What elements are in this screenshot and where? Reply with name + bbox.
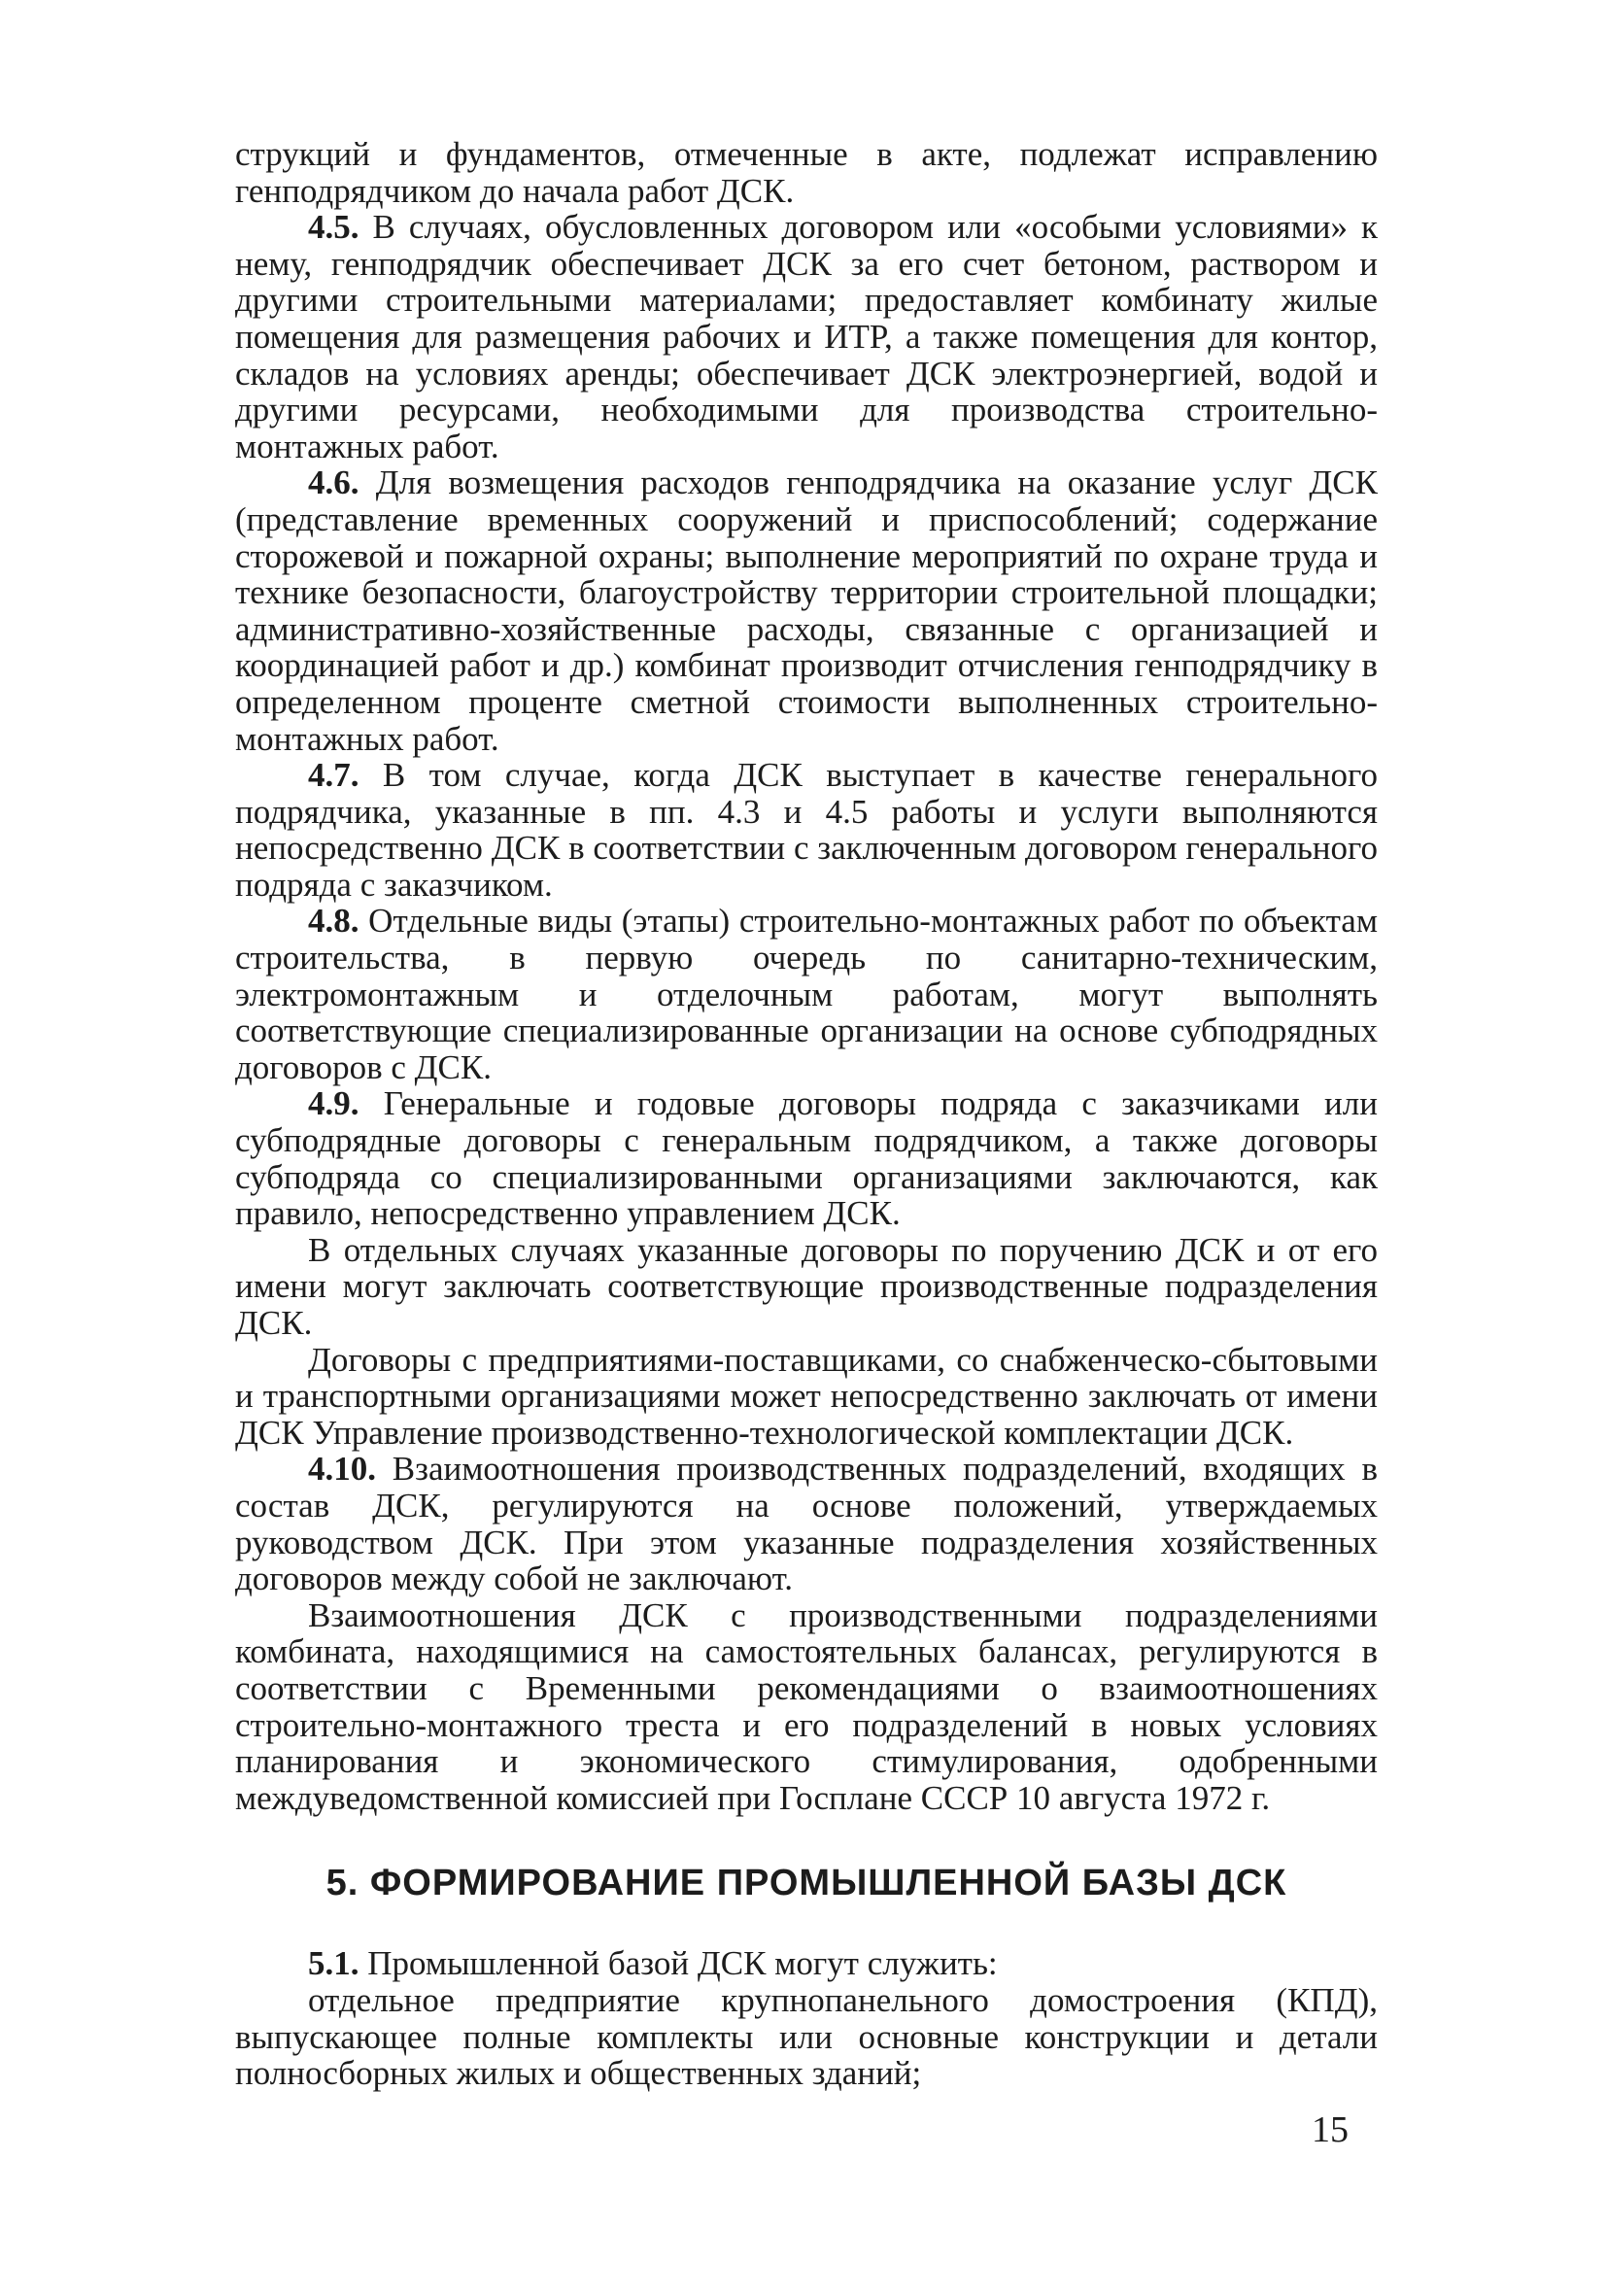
paragraph-number: 4.6. xyxy=(308,463,359,502)
paragraph-text: Договоры с предприятиями-поставщиками, со снабженческо-сбытовыми и транспортными организациями может непосредственно заключать от имени ДСК Управление производственно-технологической комплектации ДСК. xyxy=(235,1340,1378,1452)
paragraph-text: В отдельных случаях указанные договоры по поручению ДСК и от его имени могут заключать соответствующие производственные подразделения ДСК. xyxy=(235,1230,1378,1342)
paragraph-text: Для возмещения расходов генподрядчика на оказание услуг ДСК (представление временных сооружений и приспособлений; содержание сторожевой и пожарной охраны; выполнение мероприятий по охране труда и технике безопасности, благоустройству территории строительной площадки; административно-хозяйственные расходы, связанные с организацией и координацией работ и др.) комбинат производит отчисления генподрядчику в определенном проценте сметной стоимости выполненных строительно-монтажных работ. xyxy=(235,463,1378,758)
paragraph-continuation xyxy=(235,136,1378,209)
paragraph-number: 5.1. xyxy=(308,1944,359,1983)
paragraph-4-10 xyxy=(235,1451,1378,1596)
paragraph-5-1-cont xyxy=(235,1982,1378,2092)
paragraph-text: Генеральные и годовые договоры подряда с заказчиками или субподрядные договоры с генеральным подрядчиком, а также договоры субподряда со специализированными организациями заключаются, как правило, непосредственно управлением ДСК. xyxy=(235,1084,1378,1233)
paragraph-text: В том случае, когда ДСК выступает в качестве генерального подрядчика, указанные в пп. 4.3 и 4.5 работы и услуги выполняются непосредственно ДСК в соответствии с заключенным договором генерального подряда с заказчиком. xyxy=(235,756,1378,904)
paragraph-4-9-cont-1 xyxy=(235,1232,1378,1342)
paragraph-number: 4.8. xyxy=(308,902,359,941)
paragraph-text: Промышленной базой ДСК могут служить: xyxy=(359,1944,998,1983)
paragraph-text: струкций и фундаментов, отмеченные в акте, подлежат исправлению генподрядчиком до начала работ ДСК. xyxy=(235,135,1378,210)
paragraph-5-1 xyxy=(235,1945,1378,1982)
paragraph-text: Отдельные виды (этапы) строительно-монтажных работ по объектам строительства, в первую очередь по санитарно-техническим, электромонтажным и отделочным работам, могут выполнять соответствующие специализированные организации на основе субподрядных договоров с ДСК. xyxy=(235,902,1378,1086)
paragraph-text: Взаимоотношения производственных подразделений, входящих в состав ДСК, регулируются на основе положений, утверждаемых руководством ДСК. При этом указанные подразделения хозяйственных договоров между собой не заключают. xyxy=(235,1450,1378,1598)
paragraph-text: Взаимоотношения ДСК с производственными подразделениями комбината, находящимися на самостоятельных балансах, регулируются в соответствии с Временными рекомендациями о взаимоотношениях строительно-монтажного треста и его подразделений в новых условиях планирования и экономического стимулирования, одобренными междуведомственной комиссией при Госплане СССР 10 августа 1972 г. xyxy=(235,1595,1378,1817)
paragraph-number: 4.9. xyxy=(308,1084,359,1123)
paragraph-number: 4.10. xyxy=(308,1450,376,1489)
paragraph-4-8 xyxy=(235,903,1378,1085)
paragraph-4-9 xyxy=(235,1085,1378,1231)
paragraph-4-9-cont-2 xyxy=(235,1342,1378,1452)
paragraph-text: отдельное предприятие крупнопанельного домостроения (КПД), выпускающее полные комплекты или основные конструкции и детали полносборных жилых и общественных зданий; xyxy=(235,1980,1378,2093)
section-heading: 5. ФОРМИРОВАНИЕ ПРОМЫШЛЕННОЙ БАЗЫ ДСК xyxy=(325,1863,1287,1904)
paragraph-4-6 xyxy=(235,464,1378,757)
paragraph-4-10-cont xyxy=(235,1597,1378,1817)
page-number: 15 xyxy=(1312,2109,1349,2150)
paragraph-number: 4.7. xyxy=(308,756,359,795)
paragraph-text: В случаях, обусловленных договором или «особыми условиями» к нему, генподрядчик обеспечивает ДСК за его счет бетоном, раствором и другими строительными материалами; предоставляет комбинату жилые помещения для размещения рабочих и ИТР, а также помещения для контор, складов на условиях аренды; обеспечивает ДСК электроэнергией, водой и другими ресурсами, необходимыми для производства строительно-монтажных работ. xyxy=(235,208,1378,465)
paragraph-4-7 xyxy=(235,757,1378,903)
paragraph-4-5 xyxy=(235,209,1378,464)
paragraph-number: 4.5. xyxy=(308,208,359,247)
page-body xyxy=(235,136,1378,2092)
